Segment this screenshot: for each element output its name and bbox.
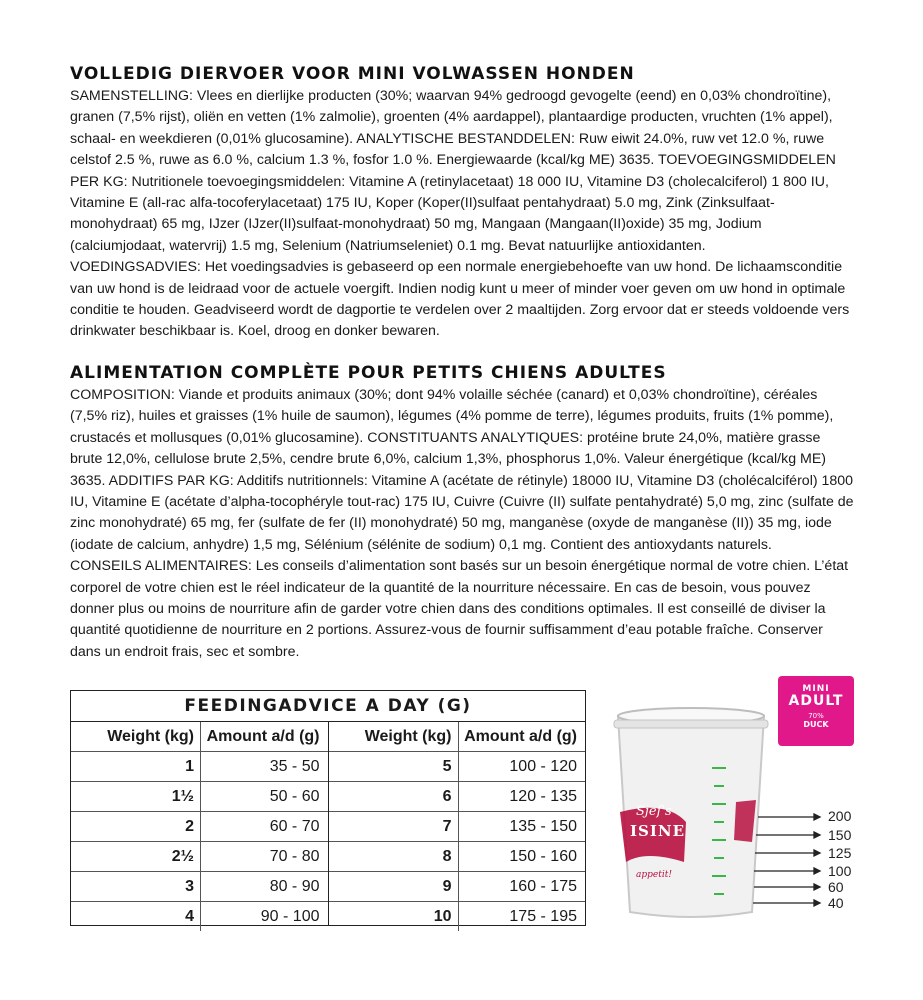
weight-cell: 10 — [329, 902, 459, 931]
table-header-row — [71, 722, 328, 752]
table-row — [71, 752, 328, 782]
scale-label-100: 100 — [828, 863, 852, 879]
amount-cell: 135 - 150 — [509, 818, 577, 835]
feeding-table-title: FEEDINGADVICE A DAY (G) — [71, 691, 585, 722]
amount-column-header: Amount a/d (g) — [206, 728, 320, 745]
cup-slogan: appetit! — [636, 870, 672, 880]
weight-cell: 5 — [329, 752, 459, 781]
french-feeding-advice: CONSEILS ALIMENTAIRES: Les conseils d’alimentation sont basés sur un besoin énergétique normal de votre chien. L’état corporel de votre chien est le réel indicateur de la quantité de la nourriture nécessaire. En cas de besoin, vous pouvez donner plus ou moins de nourriture afin de garder votre chien dans des conditions optimales. Il est conseillé de diviser la quantité quotidienne de nourriture en 2 portions. Assurez-vous de fournir suffisamment d’eau potable fraîche. Conserver dans un endroit frais, sec et sombre. — [70, 558, 849, 660]
amount-cell: 120 - 135 — [509, 788, 577, 805]
mini-adult-tag — [778, 676, 854, 746]
weight-cell: 1½ — [71, 782, 201, 811]
weight-cell: 3 — [71, 872, 201, 901]
tag-line-adult: ADULT — [788, 693, 844, 709]
amount-cell: 100 - 120 — [509, 758, 577, 775]
weight-cell: 7 — [329, 812, 459, 841]
tag-line-percent: 70% — [808, 712, 824, 720]
dutch-section — [70, 64, 856, 343]
scale-label-125: 125 — [828, 845, 852, 861]
weight-cell: 6 — [329, 782, 459, 811]
dutch-heading: VOLLEDIG DIERVOER VOOR MINI VOLWASSEN HONDEN — [70, 64, 635, 84]
amount-column-header: Amount a/d (g) — [464, 728, 577, 745]
table-row — [71, 782, 328, 812]
table-header-row — [329, 722, 586, 752]
weight-cell: 2½ — [71, 842, 201, 871]
scale-label-150: 150 — [828, 827, 852, 843]
weight-cell: 4 — [71, 902, 201, 931]
table-row — [329, 842, 586, 872]
tag-line-duck: DUCK — [803, 720, 829, 729]
amount-cell: 70 - 80 — [269, 848, 320, 865]
weight-column-header: Weight (kg) — [329, 722, 459, 751]
tag-line-mini: MINI — [802, 684, 830, 694]
table-row — [329, 872, 586, 902]
cup-brand-small: Sjef's — [636, 804, 672, 819]
table-row — [71, 872, 328, 902]
table-row — [329, 902, 586, 931]
table-row — [71, 902, 328, 931]
table-row — [329, 752, 586, 782]
weight-column-header: Weight (kg) — [71, 722, 201, 751]
dutch-composition: SAMENSTELLING: Vlees en dierlijke producten (30%; waarvan 94% gedroogd gevogelte (eend) en 0,03% chondroïtine), granen (7,5% rijst), oliën en vetten (1% zalmolie), groenten (4% aardappel), plantaardige producten, vruchten (1% appel), schaal- en weekdieren (0,01% glucosamine). ANALYTISCHE BESTANDDELEN: Ruw eiwit 24.0%, ruw vet 12.0 %, ruwe celstof 2.5 %, ruwe as 6.0 %, calcium 1.3 %, fosfor 1.0 %. Energiewaarde (kcal/kg ME) 3635. TOEVOEGINGSMIDDELEN PER KG: Nutritionele toevoegingsmiddelen: Vitamine A (retinylacetaat) 18 000 IU, Vitamine D3 (cholecalciferol) 1 800 IU, Vitamine E (all-rac alfa-tocoferylacetaat) 175 IU, Koper (Koper(II)sulfaat pentahydraat) 5.0 mg, Zink (Zinksulfaat-monohydraat) 65 mg, IJzer (IJzer(II)sulfaat-monohydraat) 50 mg, Mangaan (Mangaan(II)oxide) 35 mg, Jodium (calciumjodaat, watervrij) 1.5 mg, Selenium (Natriumseleniet) 0.1 mg. Bevat natuurlijke antioxidanten. — [70, 88, 836, 254]
amount-cell: 175 - 195 — [509, 908, 577, 925]
feeding-advice-table — [70, 690, 586, 926]
weight-cell: 1 — [71, 752, 201, 781]
amount-cell: 50 - 60 — [269, 788, 320, 805]
feeding-table-right — [329, 722, 586, 926]
cup-brand-big: ISINE — [630, 822, 686, 840]
table-row — [329, 812, 586, 842]
amount-cell: 90 - 100 — [260, 908, 320, 925]
scale-label-60: 60 — [828, 879, 844, 895]
scale-label-40: 40 — [828, 895, 844, 911]
french-composition: COMPOSITION: Viande et produits animaux (30%; dont 94% volaille séchée (canard) et 0,03% chondroïtine), céréales (7,5% riz), huiles et graisses (1% huile de saumon), légumes (4% pomme de terre), légumes produits, fruits (1% pomme), crustacés et mollusques (0,01% glucosamine). CONSTITUANTS ANALYTIQUES: protéine brute 24,0%, matière grasse brute 12,0%, cellulose brute 2,5%, cendre brute 6,0%, calcium 1,3%, phosphorus 1,0%. Valeur énergétique (kcal/kg ME) 3635. ADDITIFS PAR KG: Additifs nutritionnels: Vitamine A (acétate de rétinyle) 18000 IU, Vitamine D3 (cholécalciférol) 1800 IU, Vitamine E (acétate d’alpha-tocophéryle tout-rac) 175 IU, Cuivre (Cuivre (II) sulfate pentahydraté) 5,0 mg, zinc (sulfate de zinc monohydraté) 65 mg, fer (sulfate de fer (II) monohydraté) 50 mg, manganèse (oxyde de manganèse (II)) 35 mg, iode (iodate de calcium, anhydre) 1,5 mg, Sélénium (sélénite de sodium) 0,1 mg. Contient des antioxydants naturels. — [70, 387, 854, 553]
table-row — [329, 782, 586, 812]
french-heading: ALIMENTATION COMPLÈTE POUR PETITS CHIENS ADULTES — [70, 363, 667, 383]
amount-cell: 160 - 175 — [509, 878, 577, 895]
amount-cell: 60 - 70 — [269, 818, 320, 835]
feeding-table-left — [71, 722, 329, 926]
weight-cell: 2 — [71, 812, 201, 841]
amount-cell: 80 - 90 — [269, 878, 320, 895]
amount-cell: 150 - 160 — [509, 848, 577, 865]
table-row — [71, 842, 328, 872]
scale-label-200: 200 — [828, 808, 852, 824]
measuring-cup-illustration — [606, 672, 856, 932]
table-row — [71, 812, 328, 842]
dutch-feeding-advice: VOEDINGSADVIES: Het voedingsadvies is gebaseerd op een normale energiebehoefte van uw hond. De lichaamsconditie van uw hond is de leidraad voor de actuele voergift. Indien nodig kunt u meer of minder voer geven om uw hond in optimale conditie te houden. Geadviseerd wordt de dagportie te verdelen over 2 maaltijden. Zorg ervoor dat er steeds voldoende vers drinkwater beschikbaar is. Koel, droog en donker bewaren. — [70, 259, 850, 340]
french-section — [70, 363, 856, 663]
weight-cell: 8 — [329, 842, 459, 871]
amount-cell: 35 - 50 — [269, 758, 320, 775]
weight-cell: 9 — [329, 872, 459, 901]
